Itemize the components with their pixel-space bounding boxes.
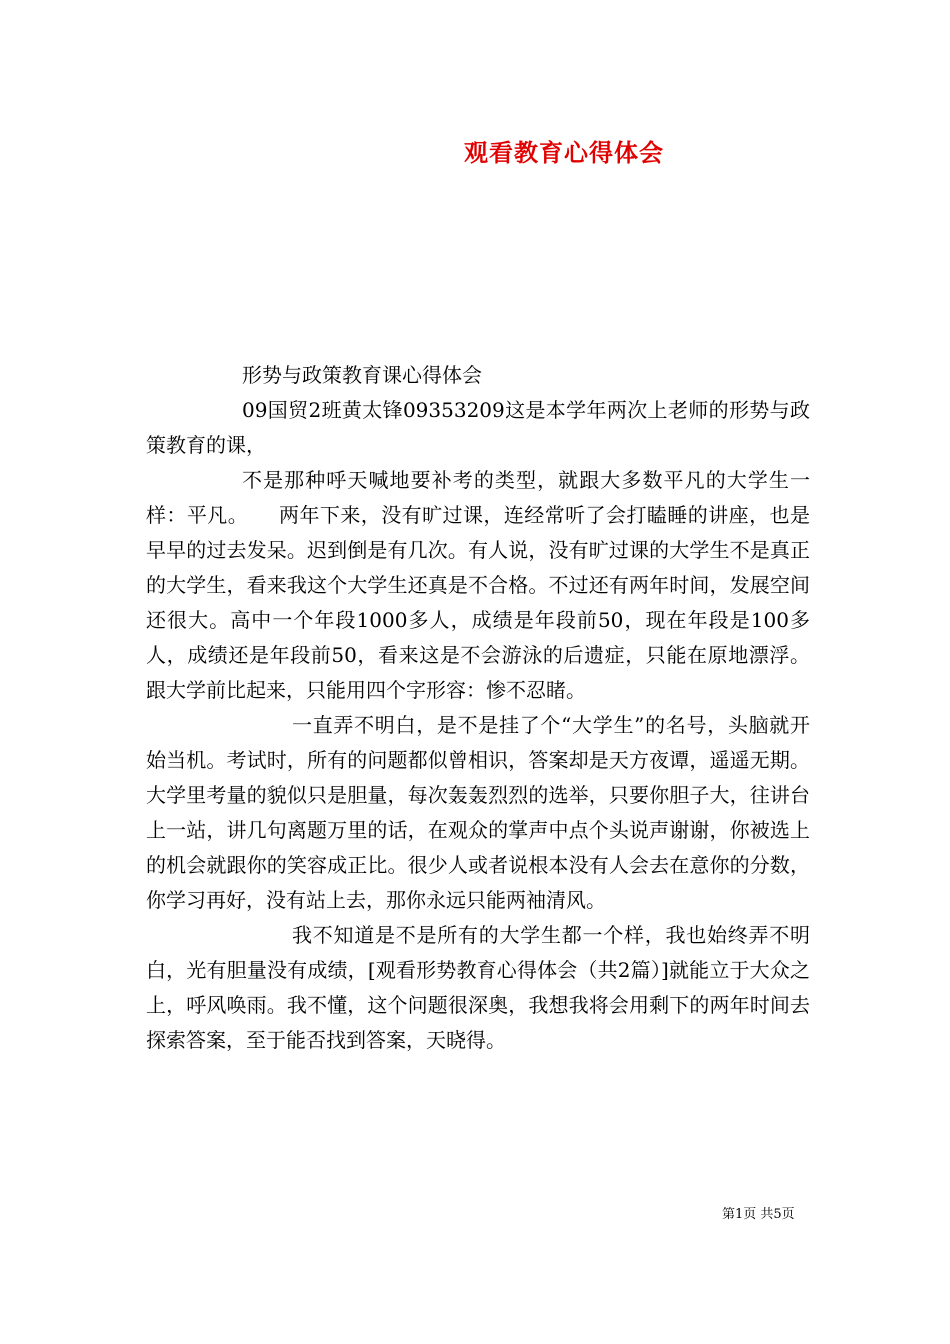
page-number-footer: 第1页 共5页 — [722, 1207, 795, 1222]
paragraph-heading: 形势与政策教育课心得体会 — [242, 363, 482, 387]
page-title: 观看教育心得体会 — [464, 138, 664, 167]
paragraph: 我不知道是不是所有的大学生都一个样，我也始终弄不明白，光有胆量没有成绩，[观看形势教育心得体会（共2篇）]就能立于大众之上，呼风唤雨。我不懂，这个问题很深奥，我想我将会用剩下的两年时间去探索答案，至于能否找到答案，天晓得。 — [146, 923, 810, 1052]
paragraph: 一直弄不明白，是不是挂了个“大学生”的名号，头脑就开始当机。考试时，所有的问题都似曾相识，答案却是天方夜谭，遥遥无期。大学里考量的貌似只是胆量，每次轰轰烈烈的选举，只要你胆子大，往讲台上一站，讲几句离题万里的话，在观众的掌声中点个头说声谢谢，你被选上的机会就跟你的笑容成正比。很少人或者说根本没有人会去在意你的分数，你学习再好，没有站上去，那你永远只能两袖清风。 — [146, 713, 810, 912]
document-body — [146, 358, 810, 1058]
paragraph: 09国贸2班黄太锋09353209这是本学年两次上老师的形势与政策教育的课， — [146, 398, 810, 457]
paragraph: 不是那种呼天喊地要补考的类型，就跟大多数平凡的大学生一样：平凡。 两年下来，没有旷过课，连经常听了会打瞌睡的讲座，也是早早的过去发呆。迟到倒是有几次。有人说，没有旷过课的大学生不是真正的大学生，看来我这个大学生还真是不合格。不过还有两年时间，发展空间还很大。高中一个年段1000多人，成绩是年段前50，现在年段是100多人，成绩还是年段前50，看来这是不会游泳的后遗症，只能在原地漂浮。跟大学前比起来，只能用四个字形容：惨不忍睹。 — [146, 468, 810, 702]
